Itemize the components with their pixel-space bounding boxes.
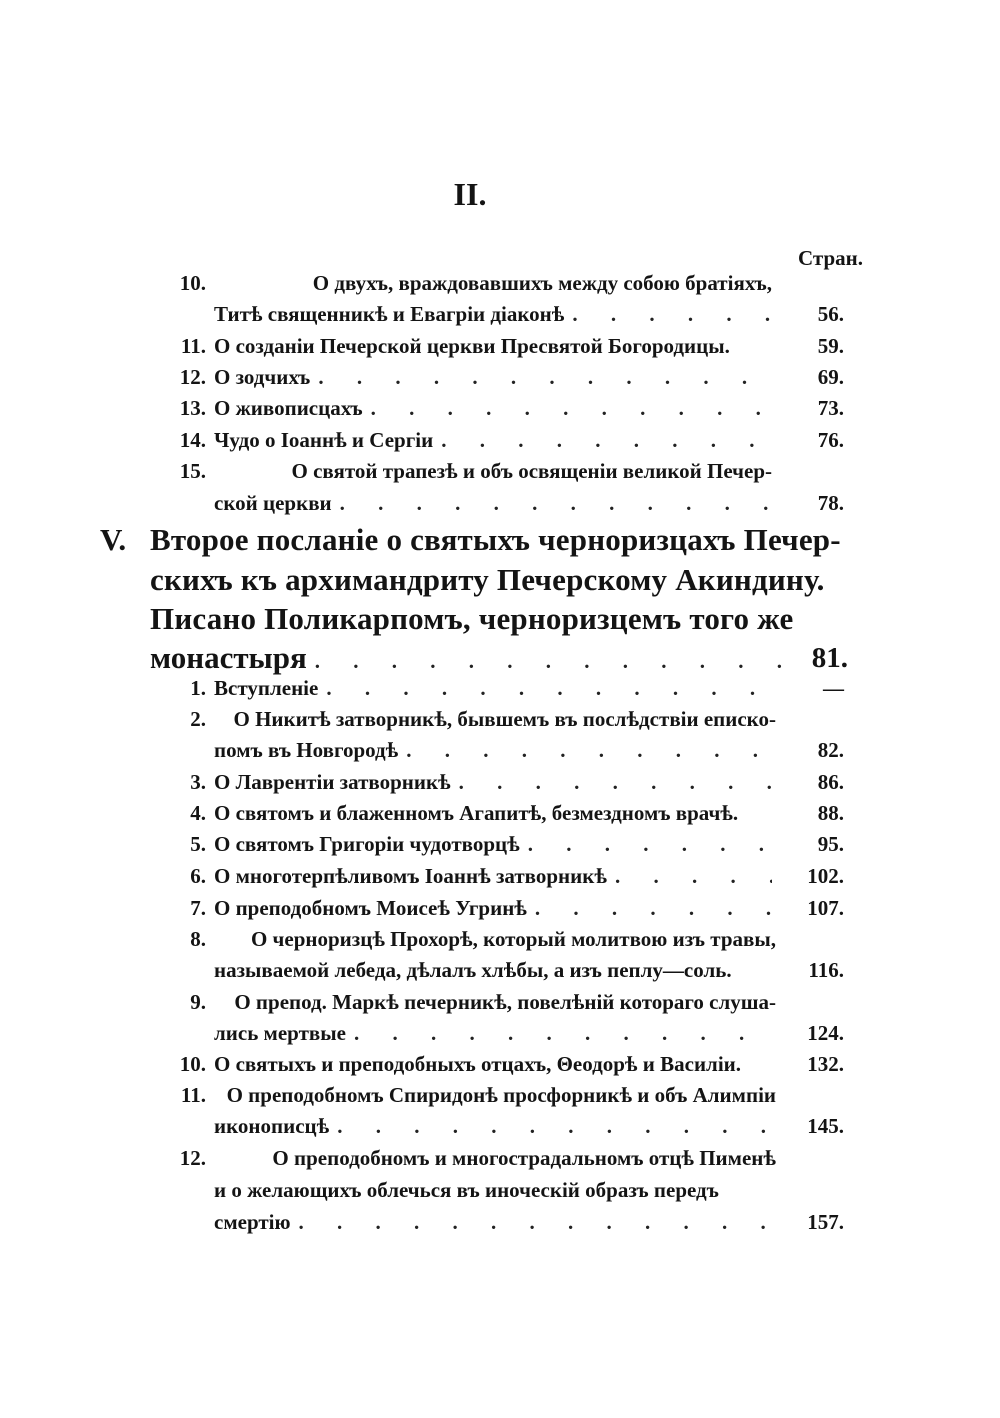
toc-entry-line [172, 271, 772, 301]
toc-entry-line [172, 365, 772, 395]
entry-title: Титѣ священникѣ и Евагріи діаконѣ [214, 302, 565, 326]
toc-entry-line [214, 738, 772, 768]
dot-leader [310, 365, 772, 390]
dot-leader [291, 1210, 772, 1235]
entry-number: 11. [180, 334, 206, 358]
entry-title: помъ въ Новгородѣ [214, 738, 399, 762]
dot-leader [520, 832, 772, 857]
section-title-line: скихъ къ архимандриту Печерскому Акиндину. [150, 562, 825, 597]
section-title-text: монастыря [150, 640, 307, 675]
entry-number: 9. [190, 990, 206, 1014]
toc-entry-line [172, 334, 784, 364]
dot-leader [607, 864, 772, 889]
entry-title: называемой лебеда, дѣлалъ хлѣбы, а изъ пеплу—соль. [214, 958, 732, 982]
entry-title: О преподобномъ Моисеѣ Угринѣ [214, 896, 527, 920]
entry-title: О святомъ Григоріи чудотворцѣ [214, 832, 520, 856]
entry-page-number: 95. [817, 832, 844, 856]
toc-entry-line [172, 428, 772, 458]
entry-page-number: 102. [807, 864, 844, 888]
section-number: V. [100, 522, 127, 557]
entry-title: О преподобномъ Спиридонѣ просфорникѣ и объ Алимпіи [226, 1083, 776, 1107]
toc-entry-line [172, 832, 772, 862]
entry-page-number: 59. [817, 334, 844, 358]
toc-entry-line [214, 958, 782, 988]
toc-entry-line [172, 1083, 776, 1113]
entry-title: О двухъ, враждовавшихъ между собою братіяхъ, [312, 271, 772, 295]
entry-page-number: 132. [807, 1052, 844, 1076]
toc-entry-line [172, 990, 776, 1020]
entry-title: Вступленіе [214, 676, 319, 700]
entry-title: О черноризцѣ Прохорѣ, который молитвою изъ травы, [250, 927, 776, 951]
section-title-line [150, 640, 802, 678]
entry-title: смертію [214, 1210, 291, 1234]
entry-page-number: 88. [817, 801, 844, 825]
page-column-label: Стран. [798, 246, 863, 270]
toc-entry-line [214, 302, 772, 332]
entry-number: 12. [179, 365, 206, 389]
toc-entry-line [172, 864, 772, 894]
entry-number: 1. [190, 676, 206, 700]
toc-entry-line [172, 396, 772, 426]
entry-title: лись мертвые [214, 1021, 346, 1045]
entry-number: 4. [190, 801, 206, 825]
toc-entry-line [172, 1052, 784, 1082]
entry-number: 3. [190, 770, 206, 794]
entry-page-number: 86. [817, 770, 844, 794]
entry-page-number: 69. [817, 365, 844, 389]
dot-leader [451, 770, 772, 795]
toc-entry-line [214, 1021, 772, 1051]
entry-title: ской церкви [214, 491, 332, 515]
entry-title: О святыхъ и преподобныхъ отцахъ, Θеодорѣ и Василіи. [214, 1052, 742, 1076]
dot-leader [363, 396, 772, 421]
entry-number: 14. [179, 428, 206, 452]
entry-page-number: 157. [807, 1210, 844, 1234]
section-title-line: Писано Поликарпомъ, черноризцемъ того же [150, 601, 794, 636]
entry-page-number: 73. [817, 396, 844, 420]
page-roman-numeral: II. [453, 176, 487, 212]
entry-number: 10. [179, 271, 206, 295]
entry-title: О созданіи Печерской церкви Пресвятой Богородицы. [214, 334, 730, 358]
entry-page-number: 56. [817, 302, 844, 326]
toc-entry-line [172, 801, 784, 831]
toc-entry-line [214, 1114, 772, 1144]
entry-title: О Лаврентіи затворникѣ [214, 770, 451, 794]
dot-leader [332, 491, 772, 516]
entry-title: О зодчихъ [214, 365, 311, 389]
dot-leader [433, 428, 772, 453]
toc-entry-line [172, 707, 776, 737]
entry-number: 5. [190, 832, 206, 856]
entry-page-number: 76. [817, 428, 844, 452]
entry-number: 10. [179, 1052, 206, 1076]
toc-entry-line [172, 1146, 776, 1176]
entry-title: Чудо о Іоаннѣ и Сергіи [214, 428, 434, 452]
toc-entry-line [172, 770, 772, 800]
entry-page-number: 124. [807, 1021, 844, 1045]
dot-leader [318, 676, 772, 701]
toc-entry-line [172, 676, 772, 706]
entry-number: 15. [179, 459, 206, 483]
toc-entry-line [172, 459, 772, 489]
section-page-number: 81. [811, 642, 848, 674]
toc-entry-line [172, 927, 776, 957]
entry-page-number: 116. [808, 958, 844, 982]
toc-entry-line [172, 896, 772, 926]
entry-page-number: 107. [807, 896, 844, 920]
entry-title: О святой трапезѣ и объ освященіи великой Печер- [291, 459, 772, 483]
dot-leader [527, 896, 772, 921]
entry-number: 6. [190, 864, 206, 888]
entry-number: 12. [179, 1146, 206, 1170]
entry-title: О преподобномъ и многострадальномъ отцѣ Пименѣ [272, 1146, 776, 1170]
entry-number: 2. [190, 707, 206, 731]
entry-number: 11. [180, 1083, 206, 1107]
dot-leader [346, 1021, 772, 1046]
entry-number: 8. [190, 927, 206, 951]
dot-leader [329, 1114, 772, 1139]
dot-leader [564, 302, 772, 327]
entry-number: 7. [190, 896, 206, 920]
toc-entry-line [214, 491, 772, 521]
entry-page-number: 82. [817, 738, 844, 762]
toc-entry-line [214, 1178, 776, 1208]
section-title-line: Второе посланіе о святыхъ черноризцахъ Печер- [150, 522, 841, 557]
entry-title: О препод. Маркѣ печерникѣ, повелѣній котораго слуша- [234, 990, 776, 1014]
entry-page-number: 145. [807, 1114, 844, 1138]
entry-title: О святомъ и блаженномъ Агапитѣ, безмездномъ врачѣ. [214, 801, 739, 825]
entry-number: 13. [179, 396, 206, 420]
dot-leader [398, 738, 772, 763]
dot-leader [307, 649, 802, 674]
toc-entry-line [214, 1210, 772, 1240]
entry-page-number: — [823, 676, 844, 700]
entry-title: О живописцахъ [214, 396, 363, 420]
entry-title: О Никитѣ затворникѣ, бывшемъ въ послѣдствіи еписко- [233, 707, 776, 731]
entry-title: и о желающихъ облечься въ иноческій образъ передъ [214, 1178, 719, 1202]
entry-title: иконописцѣ [214, 1114, 330, 1138]
entry-title: О многотерпѣливомъ Іоаннѣ затворникѣ [214, 864, 607, 888]
entry-page-number: 78. [817, 491, 844, 515]
